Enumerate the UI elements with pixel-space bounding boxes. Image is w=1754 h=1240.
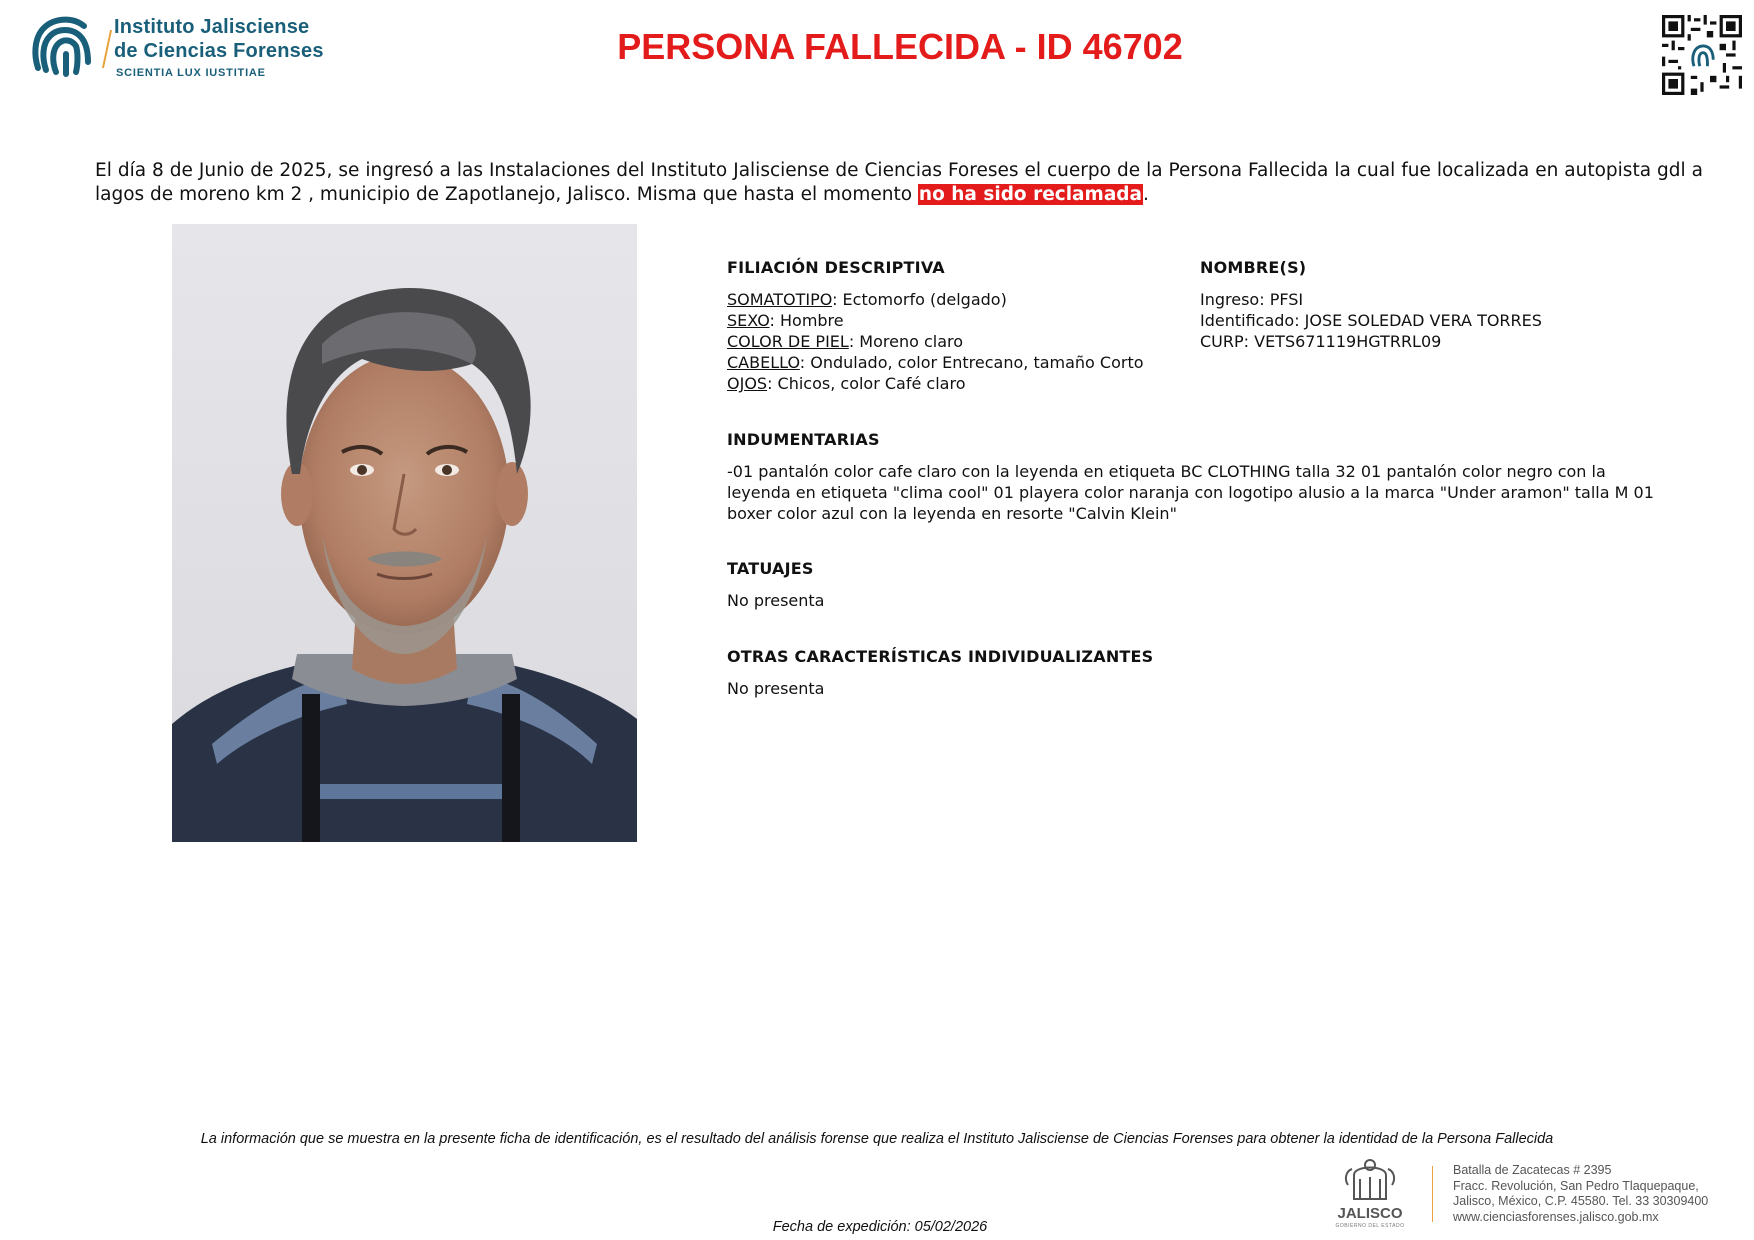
intro-text: El día 8 de Junio de 2025, se ingresó a las Instalaciones del Instituto Jalisciense de Ciencias Foreses el cuerpo de la Persona Fallecida la cual fue localizada en autopista gdl a lagos de moreno km 2 , municipio de Zapotlanejo, Jalisco. Misma que hasta el momento	[95, 160, 1703, 205]
nombres-line-curp: CURP: VETS671119HGTRRL09	[1200, 332, 1442, 351]
page-title: PERSONA FALLECIDA - ID 46702	[617, 26, 1183, 67]
filiacion-item	[727, 289, 1187, 310]
otras-heading: OTRAS CARACTERÍSTICAS INDIVIDUALIZANTES	[727, 647, 1154, 666]
indumentarias-heading: INDUMENTARIAS	[727, 430, 880, 449]
filiacion-value: : Hombre	[769, 311, 844, 330]
qr-code-icon	[1662, 15, 1742, 95]
nombres-heading: NOMBRE(S)	[1200, 258, 1307, 277]
indumentarias-text: -01 pantalón color cafe claro con la leyenda en etiqueta BC CLOTHING talla 32 01 pantalón color negro con la leyenda en etiqueta "clima cool" 01 playera color naranja con logotipo alusio a la marca "Under aramon" talla M 01 boxer color azul con la leyenda en resorte "Calvin Klein"	[727, 462, 1654, 523]
logo-name-line1: Instituto Jalisciense	[114, 16, 310, 38]
otras-section	[727, 647, 1627, 699]
otras-text: No presenta	[727, 679, 825, 698]
website-link[interactable]: www.cienciasforenses.jalisco.gob.mx	[1453, 1209, 1659, 1224]
filiacion-value: : Chicos, color Café claro	[767, 374, 966, 393]
address-line: Batalla de Zacatecas # 2395	[1453, 1163, 1612, 1177]
tatuajes-section	[727, 559, 1627, 611]
filiacion-key: COLOR DE PIEL	[727, 332, 849, 351]
filiacion-key: SOMATOTIPO	[727, 290, 833, 309]
nombres-section	[1200, 258, 1650, 352]
filiacion-item	[727, 352, 1187, 373]
filiacion-item	[727, 373, 1187, 394]
address-divider	[1432, 1166, 1433, 1222]
nombres-line-identificado: Identificado: JOSE SOLEDAD VERA TORRES	[1200, 311, 1542, 330]
institute-logo	[30, 10, 360, 90]
intro-end: .	[1143, 183, 1149, 205]
filiacion-heading: FILIACIÓN DESCRIPTIVA	[727, 258, 945, 277]
filiacion-item	[727, 310, 1187, 331]
jalisco-word: JALISCO	[1337, 1205, 1403, 1222]
filiacion-key: OJOS	[727, 374, 768, 393]
jalisco-seal-icon	[1330, 1155, 1410, 1229]
indumentarias-section	[727, 430, 1659, 524]
status-badge: no ha sido reclamada	[918, 183, 1143, 205]
address-line: Jalisco, México, C.P. 45580. Tel. 33 30309400	[1453, 1194, 1709, 1208]
intro-paragraph	[95, 159, 1703, 206]
address-line: Fracc. Revolución, San Pedro Tlaquepaque,	[1453, 1178, 1699, 1193]
person-photo	[172, 224, 637, 842]
filiacion-item	[727, 331, 1187, 352]
filiacion-value: : Ectomorfo (delgado)	[832, 290, 1007, 309]
tatuajes-text: No presenta	[727, 591, 825, 610]
filiacion-key: SEXO	[727, 311, 770, 330]
logo-name-line2: de Ciencias Forenses	[114, 40, 324, 62]
logo-motto: SCIENTIA LUX IUSTITIAE	[116, 67, 266, 79]
jalisco-sub: GOBIERNO DEL ESTADO	[1335, 1223, 1405, 1229]
filiacion-section	[727, 258, 1187, 394]
filiacion-value: : Moreno claro	[848, 332, 964, 351]
fingerprint-logo-icon	[30, 10, 100, 80]
disclaimer-text: La información que se muestra en la presente ficha de identificación, es el resultado del análisis forense que realiza el Instituto Jalisciense de Ciencias Forenses para obtener la identidad de la Persona Fallecida	[200, 1131, 1554, 1147]
nombres-line-ingreso: Ingreso: PFSI	[1200, 290, 1304, 309]
address-block	[1453, 1163, 1753, 1225]
filiacion-value: : Ondulado, color Entrecano, tamaño Corto	[799, 353, 1144, 372]
filiacion-key: CABELLO	[727, 353, 800, 372]
tatuajes-heading: TATUAJES	[727, 559, 814, 578]
issue-date: Fecha de expedición: 05/02/2026	[772, 1219, 988, 1235]
